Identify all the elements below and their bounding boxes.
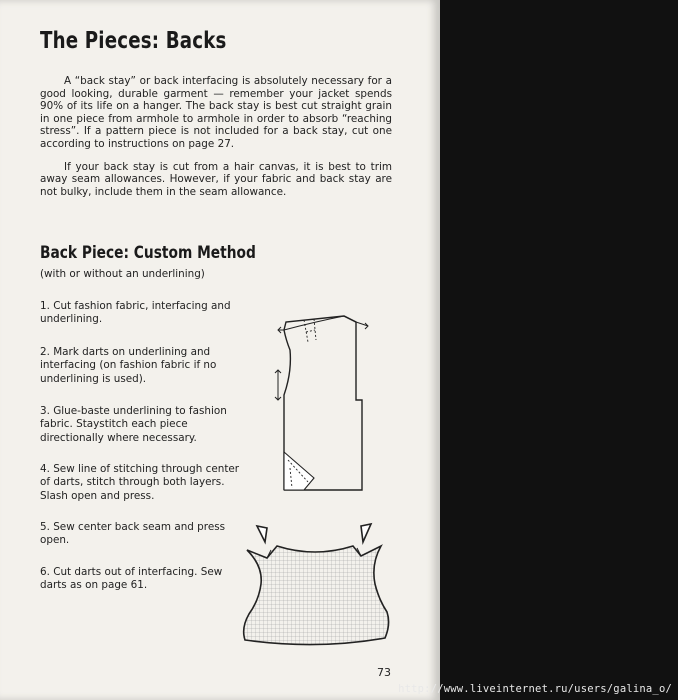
step-3: 3. Glue-baste underlining to fashion fabric. Staystitch each piece directionally where necessary. bbox=[40, 405, 227, 444]
scan-background bbox=[440, 0, 678, 700]
page-title: The Pieces: Backs bbox=[40, 28, 227, 54]
back-stay-illustration bbox=[243, 520, 403, 650]
step-4: 4. Sew line of stitching through center of darts, stitch through both layers. Slash open and press. bbox=[40, 463, 240, 502]
back-pattern-illustration bbox=[268, 300, 378, 505]
step-1: 1. Cut fashion fabric, interfacing and underlining. bbox=[40, 300, 231, 326]
intro-paragraph-2: If your back stay is cut from a hair canvas, it is best to trim away seam allowances. However, if your fabric and back stay are not bulky, include them in the seam allowance. bbox=[40, 160, 392, 198]
step-6: 6. Cut darts out of interfacing. Sew darts as on page 61. bbox=[40, 566, 223, 592]
step-2: 2. Mark darts on underlining and interfacing (on fashion fabric if no underlining is used). bbox=[40, 346, 217, 385]
watermark-url: http://www.liveinternet.ru/users/galina_o/ bbox=[398, 683, 672, 695]
intro-text bbox=[40, 75, 392, 208]
step-5: 5. Sew center back seam and press open. bbox=[40, 521, 226, 547]
section-subnote: (with or without an underlining) bbox=[40, 268, 205, 280]
intro-paragraph-1: A “back stay” or back interfacing is absolutely necessary for a good looking, durable garment — remember your jacket spends 90% of its life on a hanger. The back stay is best cut straight grain in one piece from armhole to armhole in order to absorb “reaching stress”. If a pattern piece is not included for a back stay, cut one according to instructions on page 27. bbox=[40, 75, 392, 150]
page-number: 73 bbox=[377, 666, 391, 679]
section-heading: Back Piece: Custom Method bbox=[40, 243, 256, 263]
